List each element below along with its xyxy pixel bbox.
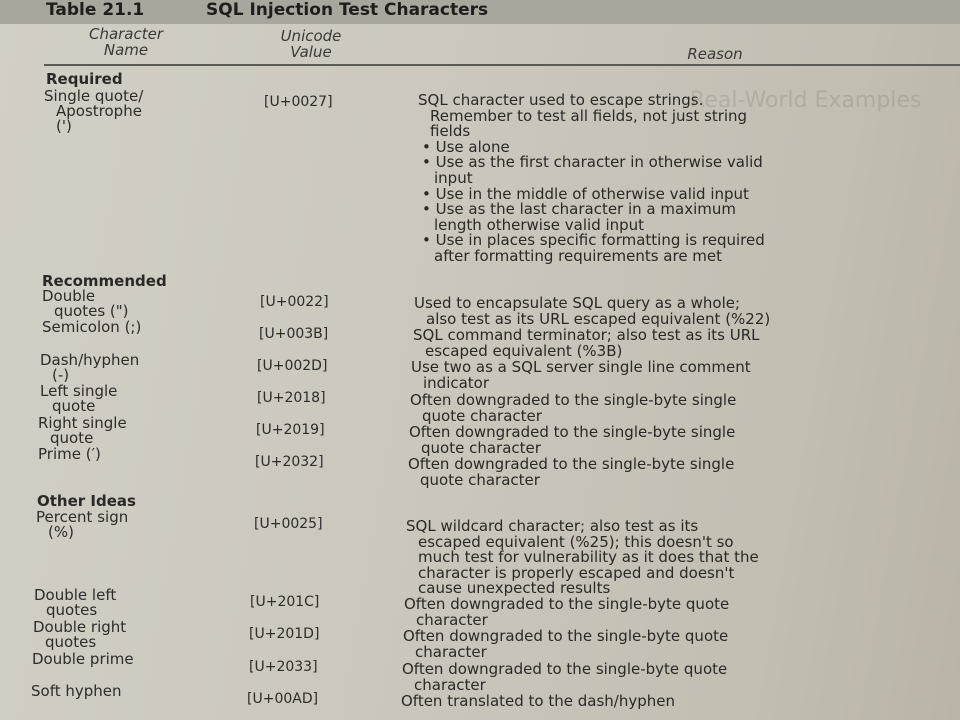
- name-double-left-quotes: Double left quotes: [34, 586, 117, 619]
- code-percent-sign: [U+0025]: [254, 516, 323, 532]
- name-soft-hyphen: Soft hyphen: [31, 682, 122, 700]
- reason-double-right-quotes: Often downgraded to the single-byte quote character: [403, 627, 729, 661]
- header-reason: Reason: [687, 45, 743, 63]
- name-double-quotes: Double quotes ("): [42, 287, 129, 320]
- reason-double-quotes: Used to encapsulate SQL query as a whole; also test as its URL escaped equivalent (%22): [414, 294, 771, 328]
- code-double-prime: [U+2033]: [249, 659, 318, 675]
- name-right-single-quote: Right single quote: [38, 414, 127, 447]
- reason-double-left-quotes: Often downgraded to the single-byte quote character: [404, 595, 730, 629]
- reason-double-prime: Often downgraded to the single-byte quote character: [402, 660, 728, 694]
- code-double-left-quotes: [U+201C]: [250, 594, 320, 610]
- section-required: Required: [46, 70, 123, 88]
- reason-soft-hyphen: Often translated to the dash/hyphen: [401, 692, 675, 710]
- code-right-single-quote: [U+2019]: [256, 422, 325, 438]
- table-label: Table 21.1: [46, 0, 145, 20]
- table-title-band: [0, 0, 960, 24]
- name-prime: Prime (′): [38, 445, 101, 463]
- code-soft-hyphen: [U+00AD]: [247, 691, 319, 707]
- reason-dash: Use two as a SQL server single line comment indicator: [411, 358, 751, 392]
- name-semicolon: Semicolon (;): [42, 318, 142, 336]
- name-double-prime: Double prime: [32, 650, 134, 668]
- reason-right-single-quote: Often downgraded to the single-byte single quote character: [409, 423, 736, 457]
- name-double-right-quotes: Double right quotes: [33, 618, 127, 651]
- code-single-quote: [U+0027]: [264, 94, 333, 110]
- reason-semicolon: SQL command terminator; also test as its URL escaped equivalent (%3B): [413, 326, 760, 360]
- section-recommended: Recommended: [42, 272, 167, 290]
- name-percent-sign: Percent sign (%): [36, 508, 129, 541]
- reason-percent-sign: SQL wildcard character; also test as its escaped equivalent (%25); this doesn't so much test for vulnerability as it does that the character is properly escaped and doesn't cause unexpected results: [406, 517, 759, 598]
- code-dash: [U+002D]: [257, 358, 328, 374]
- name-single-quote: Single quote/ Apostrophe ('): [44, 87, 144, 135]
- header-unicode-value: Unicode Value: [280, 27, 342, 61]
- header-character-name: Character Name: [88, 25, 164, 59]
- code-left-single-quote: [U+2018]: [257, 390, 326, 406]
- code-semicolon: [U+003B]: [259, 326, 329, 342]
- ghost-heading: Real-World Examples: [690, 88, 922, 113]
- reason-left-single-quote: Often downgraded to the single-byte single quote character: [410, 391, 737, 425]
- name-left-single-quote: Left single quote: [40, 382, 118, 415]
- name-dash: Dash/hyphen (-): [40, 351, 140, 384]
- code-double-quotes: [U+0022]: [260, 294, 329, 310]
- reason-prime: Often downgraded to the single-byte single quote character: [408, 455, 735, 489]
- table-title: SQL Injection Test Characters: [206, 0, 489, 20]
- code-prime: [U+2032]: [255, 454, 324, 470]
- header-rule: [44, 64, 960, 66]
- section-other-ideas: Other Ideas: [37, 492, 136, 510]
- code-double-right-quotes: [U+201D]: [249, 626, 320, 642]
- reason-single-quote: SQL character used to escape strings. Remember to test all fields, not just string fields • Use alone • Use as the first character in otherwise valid input • Use in the middle of otherwise valid input • Use as the last character in a maximum length otherwise valid input • Use in places specific formatting is required after formatting requirements are met: [418, 91, 765, 265]
